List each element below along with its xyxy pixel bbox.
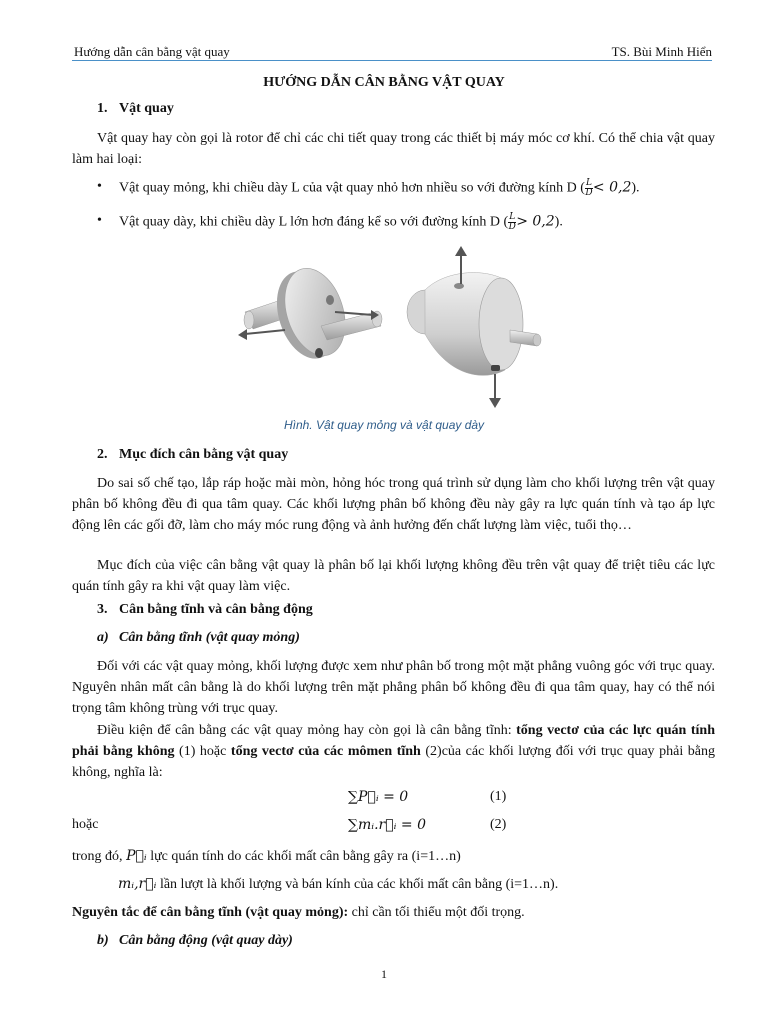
subsection-b-title: Cân bằng động (vật quay dày)	[119, 933, 293, 948]
thick-rotor-illustration	[407, 246, 541, 408]
subsection-b-number: b)	[97, 933, 109, 948]
symbol-m-r: mᵢ,r⃗ᵢ	[118, 876, 157, 892]
fraction-l-over-d: $\frac{L}{D}$	[508, 212, 516, 232]
section-1-intro: Vật quay hay còn gọi là rotor để chỉ các chi tiết quay trong các thiết bị máy móc cơ khí. Có thể chia vật quay làm hai loại:	[72, 131, 715, 167]
bullet-thick-rotor: • Vật quay dày, khi chiều dày L lớn hơn đáng kể so với đường kính D ( $\frac{L}{D}$ > 0,2).	[97, 212, 563, 232]
where-line-2: mᵢ,r⃗ᵢ lần lượt là khối lượng và bán kính của các khối mất cân bằng (i=1…n).	[118, 876, 559, 892]
section-3-paragraph-1: Đối với các vật quay mỏng, khối lượng được xem như phân bố trong một mặt phẳng vuông góc với trục quay. Nguyên nhân mất cân bằng là do khối lượng trên mặt phẳng phân bố không đều đi qua tâm quay, hay có thể nói trọng tâm không trùng với trục quay.	[72, 659, 715, 716]
bold-inertia-force: tổng vectơ của các lực quán tính phải bằng không	[72, 723, 715, 759]
static-balance-principle: Nguyên tắc để cân bằng tĩnh (vật quay mỏng): chỉ cần tối thiểu một đối trọng.	[72, 905, 525, 920]
section-3-number: 3.	[97, 602, 108, 617]
equation-2: ∑mᵢ.r⃗ᵢ = 0	[348, 817, 426, 833]
page-number: 1	[381, 967, 387, 981]
bullet-1-text: Vật quay mỏng, khi chiều dày L của vật quay nhỏ hơn nhiều so với đường kính D	[119, 180, 577, 196]
section-1-heading	[97, 101, 174, 117]
section-1-number: 1.	[97, 101, 108, 116]
section-1-title: Vật quay	[119, 101, 174, 116]
section-2-heading	[97, 447, 288, 463]
bullet-1-math: < 0,2	[592, 179, 632, 196]
bullet-thin-rotor: • Vật quay mỏng, khi chiều dày L của vật quay nhỏ hơn nhiều so với đường kính D ( $\frac{L}{D}$ < 0,2).	[97, 178, 640, 198]
equation-1: ∑P⃗ᵢ = 0	[348, 789, 409, 805]
bold-static-moment: tổng vectơ của các mômen tĩnh	[230, 744, 421, 759]
fraction-l-over-d: $\frac{L}{D}$	[585, 178, 593, 198]
where-line-1: trong đó, P⃗ᵢ lực quán tính do các khối mất cân bằng gây ra (i=1…n)	[72, 848, 461, 864]
section-3-paragraph-2: Điều kiện để cân bằng các vật quay mỏng hay còn gọi là cân bằng tĩnh: tổng vectơ của các lực quán tính phải bằng không (1) hoặc tổng vectơ của các mômen tĩnh (2)của các khối lượng đối với trục quay phải bằng không, nghĩa là:	[72, 723, 715, 780]
page-title: HƯỚNG DẪN CÂN BẰNG VẬT QUAY	[263, 75, 505, 90]
running-header-right: TS. Bùi Minh Hiển	[611, 44, 712, 59]
subsection-a-title: Cân bằng tĩnh (vật quay mỏng)	[119, 630, 300, 645]
section-3-heading	[97, 602, 313, 618]
subsection-a-number: a)	[97, 630, 109, 645]
section-3-title: Cân bằng tĩnh và cân bằng động	[119, 602, 313, 617]
figure-caption: Hình. Vật quay mỏng và vật quay dày	[283, 418, 485, 432]
subsection-b-heading	[97, 933, 293, 949]
section-2-number: 2.	[97, 447, 108, 462]
running-header-left: Hướng dẫn cân bằng vật quay	[74, 44, 230, 59]
or-label: hoặc	[72, 817, 99, 832]
header-divider	[72, 60, 712, 61]
equation-2-number: (2)	[490, 817, 507, 832]
equation-1-number: (1)	[490, 789, 507, 804]
section-2-paragraph-2: Mục đích của việc cân bằng vật quay là phân bố lại khối lượng không đều trên vật quay để triệt tiêu các lực quán tính gây ra khi vật quay làm việc.	[72, 558, 715, 594]
bullet-dot: •	[97, 213, 102, 228]
section-2-paragraph-1: Do sai số chế tạo, lắp ráp hoặc mài mòn, hỏng hóc trong quá trình sử dụng làm cho khối lượng trên vật quay phân bố không đều đi qua tâm quay. Các khối lượng phân bố không đều này gây ra lực quán tính và tạo áp lực động lên các gối đỡ, làm cho máy móc rung động và ảnh hưởng đến chất lượng làm việc, tuổi thọ…	[72, 476, 715, 533]
bullet-2-text: Vật quay dày, khi chiều dày L lớn hơn đáng kể so với đường kính D	[119, 214, 501, 230]
rotor-figure	[225, 240, 555, 410]
bullet-2-math: > 0,2	[516, 213, 555, 230]
subsection-a-heading	[97, 630, 300, 646]
symbol-p-i: P⃗ᵢ	[126, 848, 147, 864]
section-2-title: Mục đích cân bằng vật quay	[119, 447, 289, 462]
bullet-dot: •	[97, 179, 102, 194]
thin-rotor-illustration	[238, 261, 382, 367]
